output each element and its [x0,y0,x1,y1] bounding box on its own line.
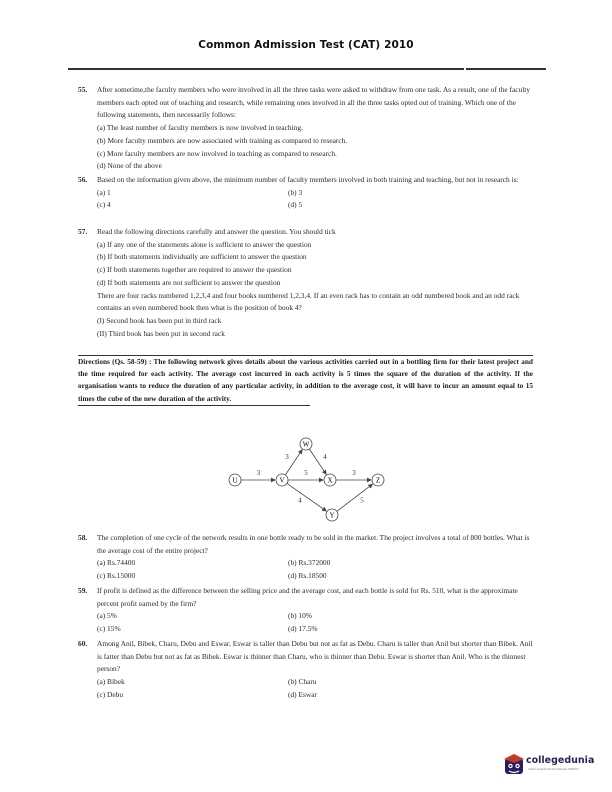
edge-duration-Y-Z: 5 [360,496,364,505]
node-label-U: U [232,476,238,485]
question-text: Based on the information given above, the minimum number of faculty members involved in both training and teaching, but not in research is: [97,175,519,184]
question-extra: There are four racks numbered 1,2,3,4 and four books numbered 1,2,3,4. If an even rack has to contain an odd numbered book and an odd rack contains an even numbered book then what is the position of book 4? [97,290,520,313]
brand-name: collegedunia [526,755,595,766]
edge-duration-U-V: 3 [256,469,261,477]
question-57 [78,226,533,340]
node-label-Z: Z [375,476,381,485]
option-d[interactable]: (d) Rs.18500 [288,571,327,581]
option-a[interactable]: (a) Rs.74400 [97,558,136,568]
option-a[interactable]: (a) 1 [97,187,111,197]
node-Z [372,474,384,486]
node-Y [326,509,338,521]
edge-V-Y [287,483,326,511]
option-b[interactable]: (b) If both statements individually are sufficient to answer the question [97,252,307,262]
directions-text: Directions (Qs. 58-59) : The following network gives details about the various activities carried out in a bottling firm for their latest project and the time required for each activity. The average cost incurred in each activity is 5 times the square of the duration of the activity. If the organisation wants to reduce the duration of any particular activity, in addition to the average cost, it will have to incur an amount equal to 15 times the cube of the new duration of the activity. [78,357,533,403]
edge-Y-Z [337,484,373,511]
option-c[interactable]: (c) Debu [97,689,124,699]
option-a[interactable]: (a) 5% [97,611,117,621]
node-V [276,474,288,486]
option-d[interactable]: (d) 5 [288,200,303,210]
question-number: 60. [78,639,88,648]
edge-duration-X-Z: 3 [352,469,356,477]
question-text: After sometime,the faculty members who were involved in all the three tasks were asked to withdraw from one task. As a result, one of the faculty members each opted out of teaching and research, while remaining ones involved in all the three tasks opted out of training. Which one of the following statements, then necessarily follows: [97,85,531,120]
option-d[interactable]: (d) None of the above [97,161,162,171]
activity-network-diagram [220,432,400,527]
option-d[interactable]: (d) 17.5% [288,624,318,634]
option-d[interactable]: (d) If both statements are not sufficient to answer the question [97,277,281,287]
question-number: 56. [78,175,88,184]
edge-duration-V-W: 3 [285,453,289,461]
question-text: Among Anil, Bibek, Charu, Debu and Eswar, Eswar is taller than Debu but not as fat as Debu. Charu is taller than Anil but shorter than Bibek. Anil is fatter than Debu but not as fat as Bibek. Eswar is thinner than Charu, who is thinner than Debu. Eswar is shorter than Anil. Who is the thinnest person? [97,639,533,674]
edge-duration-W-X: 4 [323,453,327,461]
question-59 [78,585,533,636]
question-number: 55. [78,85,88,94]
option-a[interactable]: (a) If any one of the statements alone is sufficient to answer the question [97,239,312,249]
header-rule-right [466,68,546,70]
edge-duration-V-Y: 4 [298,496,302,505]
page-title: Common Admission Test (CAT) 2010 [198,39,414,51]
edge-duration-V-X: 5 [304,469,308,477]
node-U [229,474,241,486]
option-c[interactable]: (c) 15% [97,624,121,634]
question-58 [78,532,533,583]
option-c[interactable]: (c) Rs.15000 [97,571,136,581]
node-W [300,438,312,450]
brand-tagline: India's largest Student Review Platform [528,768,580,771]
node-label-W: W [302,440,310,449]
question-text: Read the following directions carefully and answer the question. You should tick [97,227,336,236]
option-b[interactable]: (b) 3 [288,187,303,197]
option-b[interactable]: (b) Charu [288,677,317,687]
question-text: The completion of one cycle of the network results in one bottle ready to be sold in the market. The project involves a total of 800 bottles. What is the average cost of the entire project? [97,533,530,555]
question-number: 57. [78,227,88,236]
question-55 [78,84,533,173]
option-a[interactable]: (a) The least number of faculty members is now involved in teaching. [97,123,303,133]
question-56 [78,174,533,212]
option-c[interactable]: (c) If both statements together are required to answer the question [97,265,292,275]
statement-2: (II) Third book has been put in second rack [97,328,225,338]
statement-1: (I) Second book has been put in third rack [97,315,222,325]
node-label-Y: Y [329,511,335,520]
question-number: 58. [78,533,88,542]
option-b[interactable]: (b) Rs.372000 [288,558,331,568]
node-label-X: X [327,476,333,485]
question-text: If profit is defined as the difference between the selling price and the average cost, and each bottle is sold for Rs. 510, what is the approximate percent profit earned by the firm? [97,586,518,608]
option-d[interactable]: (d) Eswar [288,689,317,699]
option-c[interactable]: (c) 4 [97,200,111,210]
question-number: 59. [78,586,88,595]
question-60 [78,638,533,702]
option-c[interactable]: (c) More faculty members are now involved in teaching as compared to research. [97,148,337,158]
node-label-V: V [279,476,285,485]
directions-rule-bottom [78,405,310,406]
header-rule [68,68,464,70]
option-a[interactable]: (a) Bibek [97,677,125,687]
option-b[interactable]: (b) More faculty members are now associated with training as compared to research. [97,135,348,145]
node-X [324,474,336,486]
option-b[interactable]: (b) 10% [288,611,313,621]
